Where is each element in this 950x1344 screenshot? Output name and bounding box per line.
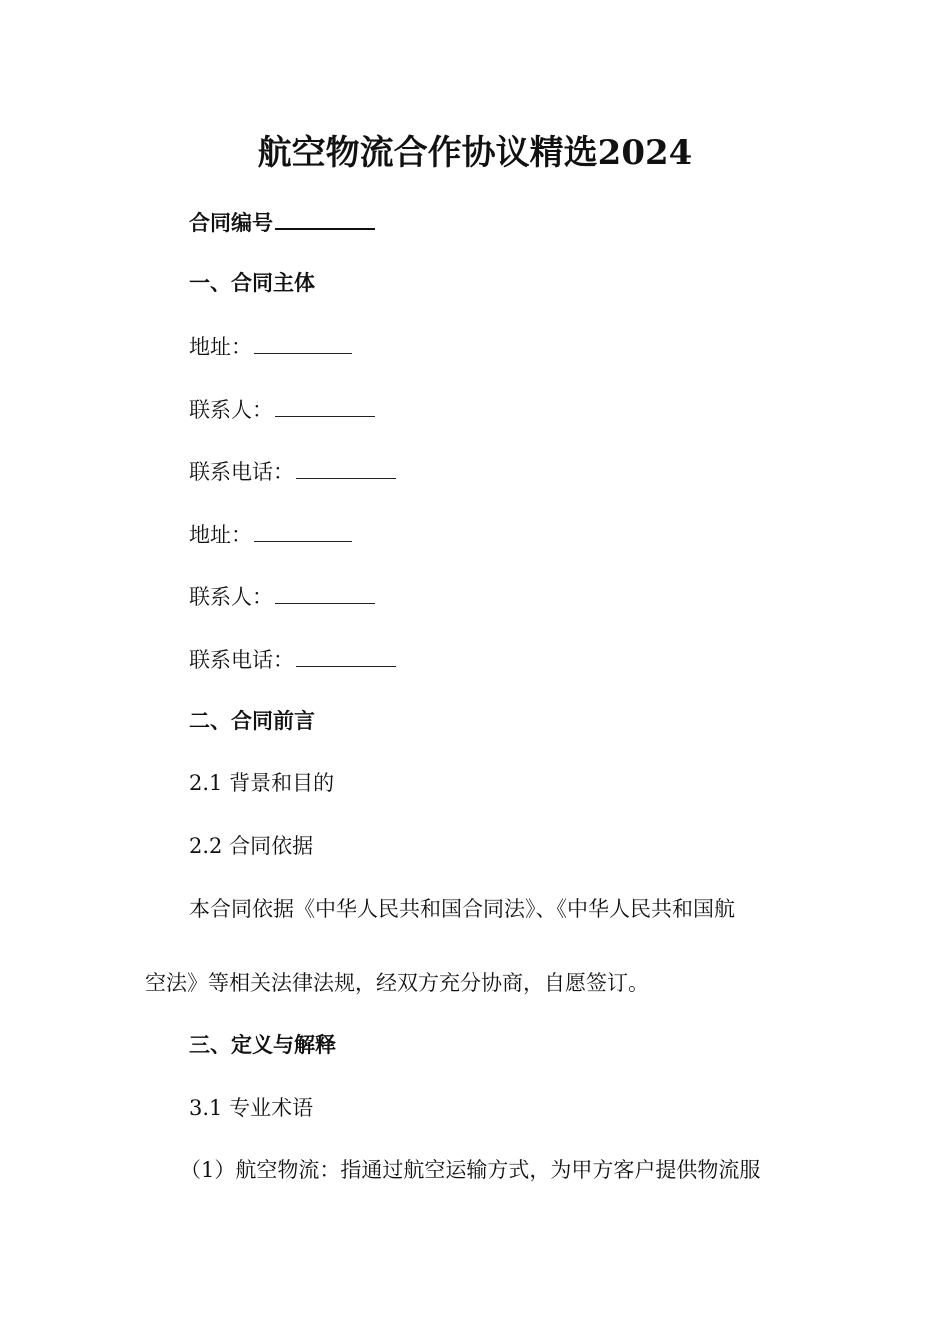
- party-a-phone-label: 联系电话：: [189, 460, 294, 484]
- party-a-address-label: 地址：: [189, 335, 252, 359]
- party-a-phone-line: [189, 456, 396, 487]
- party-a-contact-label: 联系人：: [189, 398, 273, 422]
- party-a-contact-blank[interactable]: [275, 394, 375, 417]
- party-b-contact-blank[interactable]: [275, 581, 375, 604]
- party-b-contact-line: [189, 581, 375, 612]
- section2-heading: 二、合同前言: [189, 708, 315, 733]
- contract-number-label: 合同编号: [189, 210, 273, 235]
- basis-paragraph-line2: 空法》等相关法律法规，经双方充分协商，自愿签订。: [145, 971, 649, 995]
- party-b-phone-label: 联系电话：: [189, 648, 294, 672]
- party-b-address-blank[interactable]: [254, 519, 352, 542]
- contract-number-line: [189, 206, 375, 238]
- item-2-1: 2.1 背景和目的: [189, 771, 335, 795]
- section3-heading: 三、定义与解释: [189, 1032, 336, 1057]
- party-a-contact-line: [189, 394, 375, 425]
- item-3-1: 3.1 专业术语: [189, 1096, 314, 1120]
- basis-paragraph-line1: 本合同依据《中华人民共和国合同法》、《中华人民共和国航: [189, 897, 735, 921]
- party-b-phone-blank[interactable]: [296, 644, 396, 667]
- party-b-address-line: [189, 519, 352, 550]
- contract-number-blank[interactable]: [275, 206, 375, 230]
- section1-heading: 一、合同主体: [189, 270, 315, 295]
- item-2-2: 2.2 合同依据: [189, 834, 314, 858]
- party-a-address-line: [189, 331, 352, 362]
- party-a-phone-blank[interactable]: [296, 456, 396, 479]
- party-b-address-label: 地址：: [189, 523, 252, 547]
- party-a-address-blank[interactable]: [254, 331, 352, 354]
- party-b-contact-label: 联系人：: [189, 585, 273, 609]
- party-b-phone-line: [189, 644, 396, 675]
- term-1: （1）航空物流：指通过航空运输方式，为甲方客户提供物流服: [180, 1158, 761, 1182]
- document-title: 航空物流合作协议精选2024: [257, 133, 693, 173]
